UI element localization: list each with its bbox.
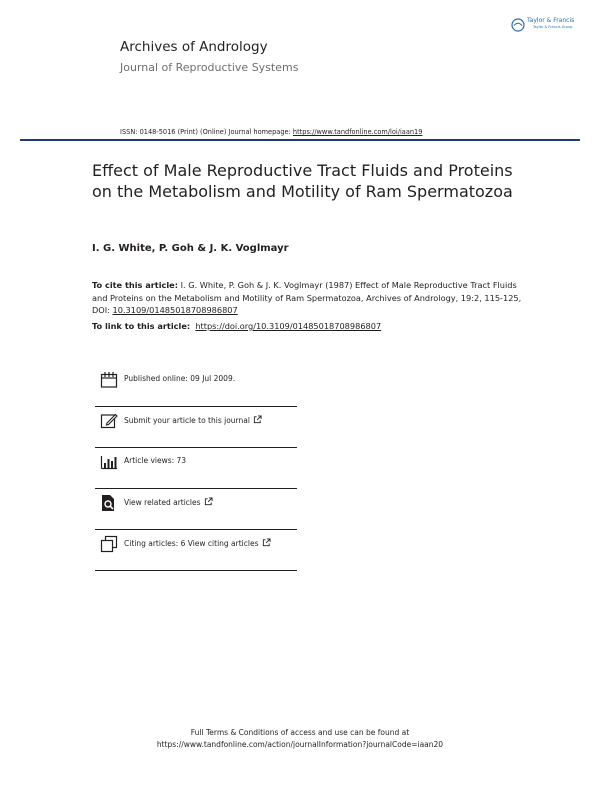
citation-text: I. G. White, P. Goh & J. K. Voglmayr (1987) Effect of Male Reproductive Tract Fluids and Proteins on the Metabolism and Motility of Ram Spermatozoa, Archives of Andrology, 19:2, 115-125, DOI: xyxy=(92,280,522,316)
submit-article-link[interactable] xyxy=(124,415,262,425)
submit-article-label: Submit your article to this journal xyxy=(124,416,250,425)
article-link-line xyxy=(92,321,381,331)
article-authors: I. G. White, P. Goh & J. K. Voglmayr xyxy=(92,243,289,254)
header-divider xyxy=(20,139,580,141)
journal-homepage-link[interactable]: https://www.tandfonline.com/loi/iaan19 xyxy=(292,128,423,136)
citation-doi-link[interactable]: 10.3109/01485018708986807 xyxy=(112,305,238,316)
journal-subtitle: Journal of Reproductive Systems xyxy=(120,61,299,74)
search-document-icon xyxy=(100,494,118,512)
published-date: Published online: 09 Jul 2009. xyxy=(124,374,236,383)
citing-articles-link[interactable] xyxy=(124,538,271,548)
external-link-icon xyxy=(204,497,213,506)
citing-row[interactable] xyxy=(95,530,297,571)
related-articles-link[interactable] xyxy=(124,497,213,507)
external-link-icon xyxy=(253,415,262,424)
article-info-panel xyxy=(95,366,297,571)
article-link-label: To link to this article: xyxy=(92,321,191,331)
citing-articles-label: Citing articles: 6 View citing articles xyxy=(124,539,259,548)
submit-row[interactable] xyxy=(95,407,297,448)
journal-title: Archives of Andrology xyxy=(120,39,268,55)
citation-block xyxy=(92,279,522,317)
bar-chart-icon xyxy=(100,453,118,471)
article-views: Article views: 73 xyxy=(124,456,187,465)
terms-url[interactable]: https://www.tandfonline.com/action/journalInformation?journalCode=iaan20 xyxy=(156,739,444,749)
logo-subtext: Taylor & Francis Group xyxy=(533,25,573,29)
citation-label: To cite this article: xyxy=(92,280,178,290)
related-row[interactable] xyxy=(95,489,297,530)
views-row xyxy=(95,448,297,489)
publisher-logo[interactable] xyxy=(511,16,581,36)
copy-documents-icon xyxy=(100,535,118,553)
terms-footer xyxy=(0,727,600,750)
logo-text: Taylor & Francis xyxy=(527,17,575,24)
issn-text: ISSN: 0148-5016 (Print) (Online) Journal homepage: xyxy=(120,128,293,136)
edit-document-icon xyxy=(100,412,118,430)
publisher-logo-icon xyxy=(511,18,525,32)
published-row xyxy=(95,366,297,407)
article-doi-url-link[interactable]: https://doi.org/10.3109/01485018708986807 xyxy=(195,321,382,331)
issn-line xyxy=(120,128,422,136)
article-title: Effect of Male Reproductive Tract Fluids and Proteins on the Metabolism and Motility of Ram Spermatozoa xyxy=(92,161,513,201)
external-link-icon xyxy=(262,538,271,547)
calendar-icon xyxy=(100,371,118,389)
related-articles-label: View related articles xyxy=(124,498,201,507)
terms-text: Full Terms & Conditions of access and use can be found at xyxy=(190,728,410,737)
